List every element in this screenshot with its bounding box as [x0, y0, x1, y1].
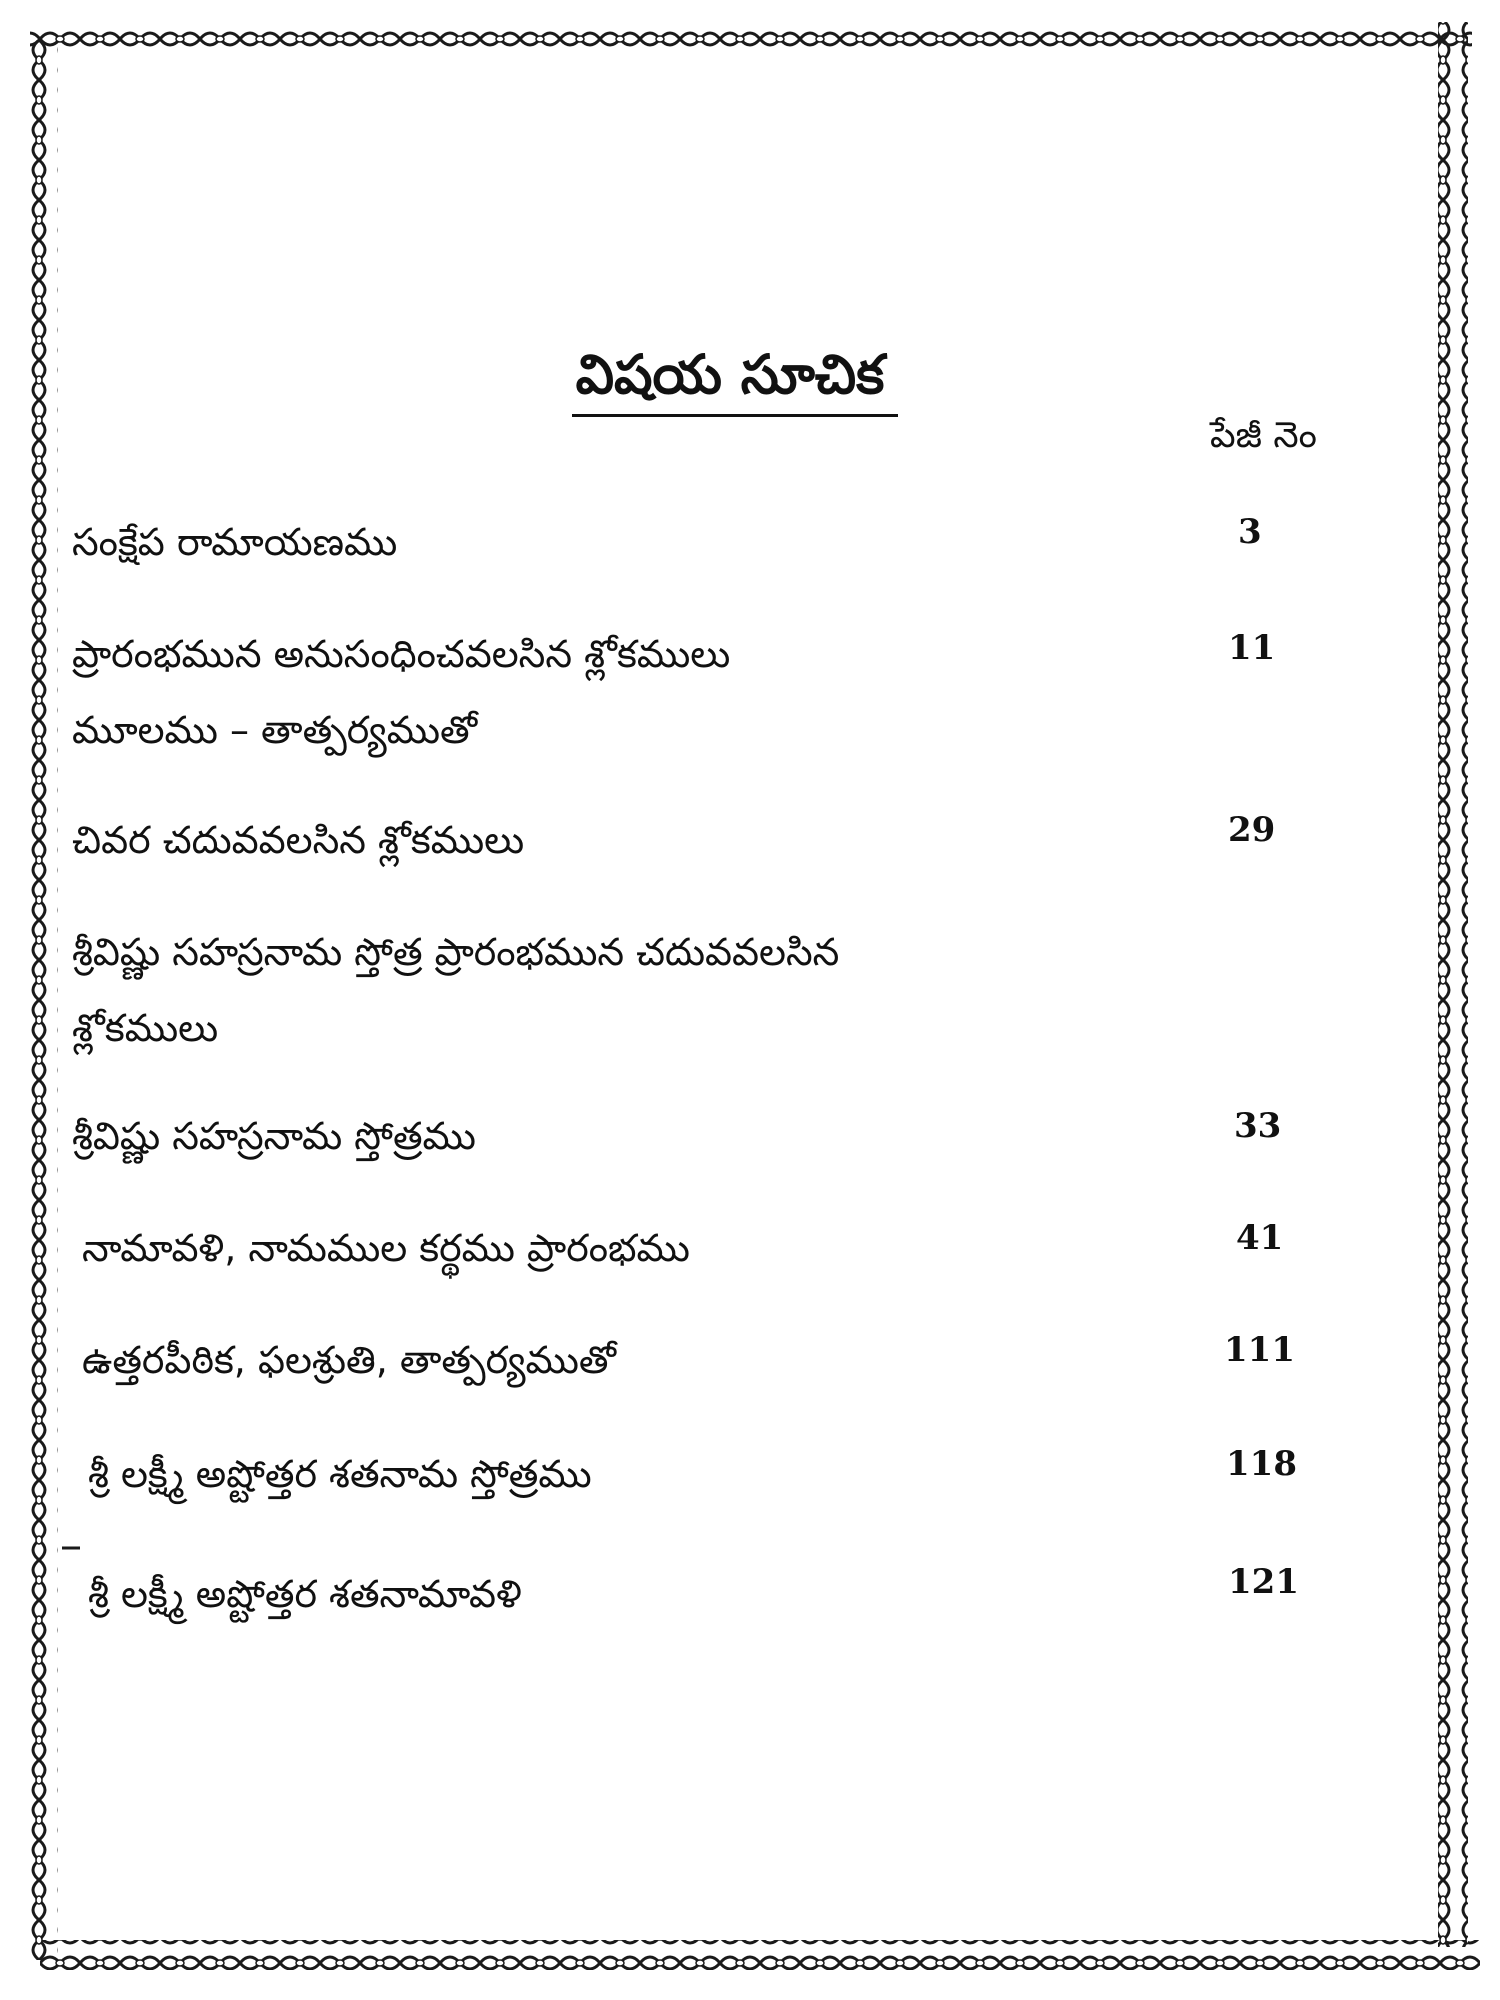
toc-entry-title: చివర చదువవలసిన శ్లోకములు — [72, 818, 525, 862]
toc-entry-title: ఉత్తరపీఠిక, ఫలశ్రుతి, తాత్పర్యముతో — [82, 1338, 616, 1382]
page-number-column-header: పేజీ నెం — [1210, 415, 1317, 456]
toc-entry-title: నామావళి, నామముల కర్థము ప్రారంభము — [82, 1226, 690, 1270]
toc-entry-page: 121 — [1228, 1562, 1299, 1602]
toc-entry-title: శ్రీ లక్ష్మీ అష్టోత్తర శతనామావళి — [88, 1572, 522, 1616]
page-title: విషయ సూచిక — [575, 343, 885, 406]
toc-entry-page: 111 — [1224, 1330, 1295, 1370]
toc-entry-title: శ్రీ లక్ష్మీ అష్టోత్తర శతనామ స్తోత్రము — [88, 1452, 592, 1496]
title-underline — [572, 414, 898, 417]
toc-entry-title: శ్రీవిష్ణు సహస్రనామ స్తోత్రము — [72, 1114, 476, 1158]
toc-entry-page: 33 — [1234, 1106, 1282, 1146]
toc-entry-page: 29 — [1228, 810, 1276, 850]
toc-entry-title-continued: శ్లోకములు — [72, 1006, 219, 1050]
toc-entry-page: 41 — [1236, 1218, 1284, 1258]
toc-entry-page: 118 — [1226, 1444, 1297, 1484]
toc-entry-page: 3 — [1238, 512, 1262, 552]
toc-entry-title-continued: మూలము – తాత్పర్యముతో — [72, 708, 478, 752]
toc-entry-page: 11 — [1228, 628, 1276, 668]
toc-entry-title: ప్రారంభమున అనుసంధించవలసిన శ్లోకములు — [72, 632, 731, 676]
toc-entry-title: శ్రీవిష్ణు సహస్రనామ స్తోత్ర ప్రారంభమున చదువవలసిన — [72, 930, 840, 974]
toc-entry-title: సంక్షేప రామాయణము — [72, 520, 398, 564]
